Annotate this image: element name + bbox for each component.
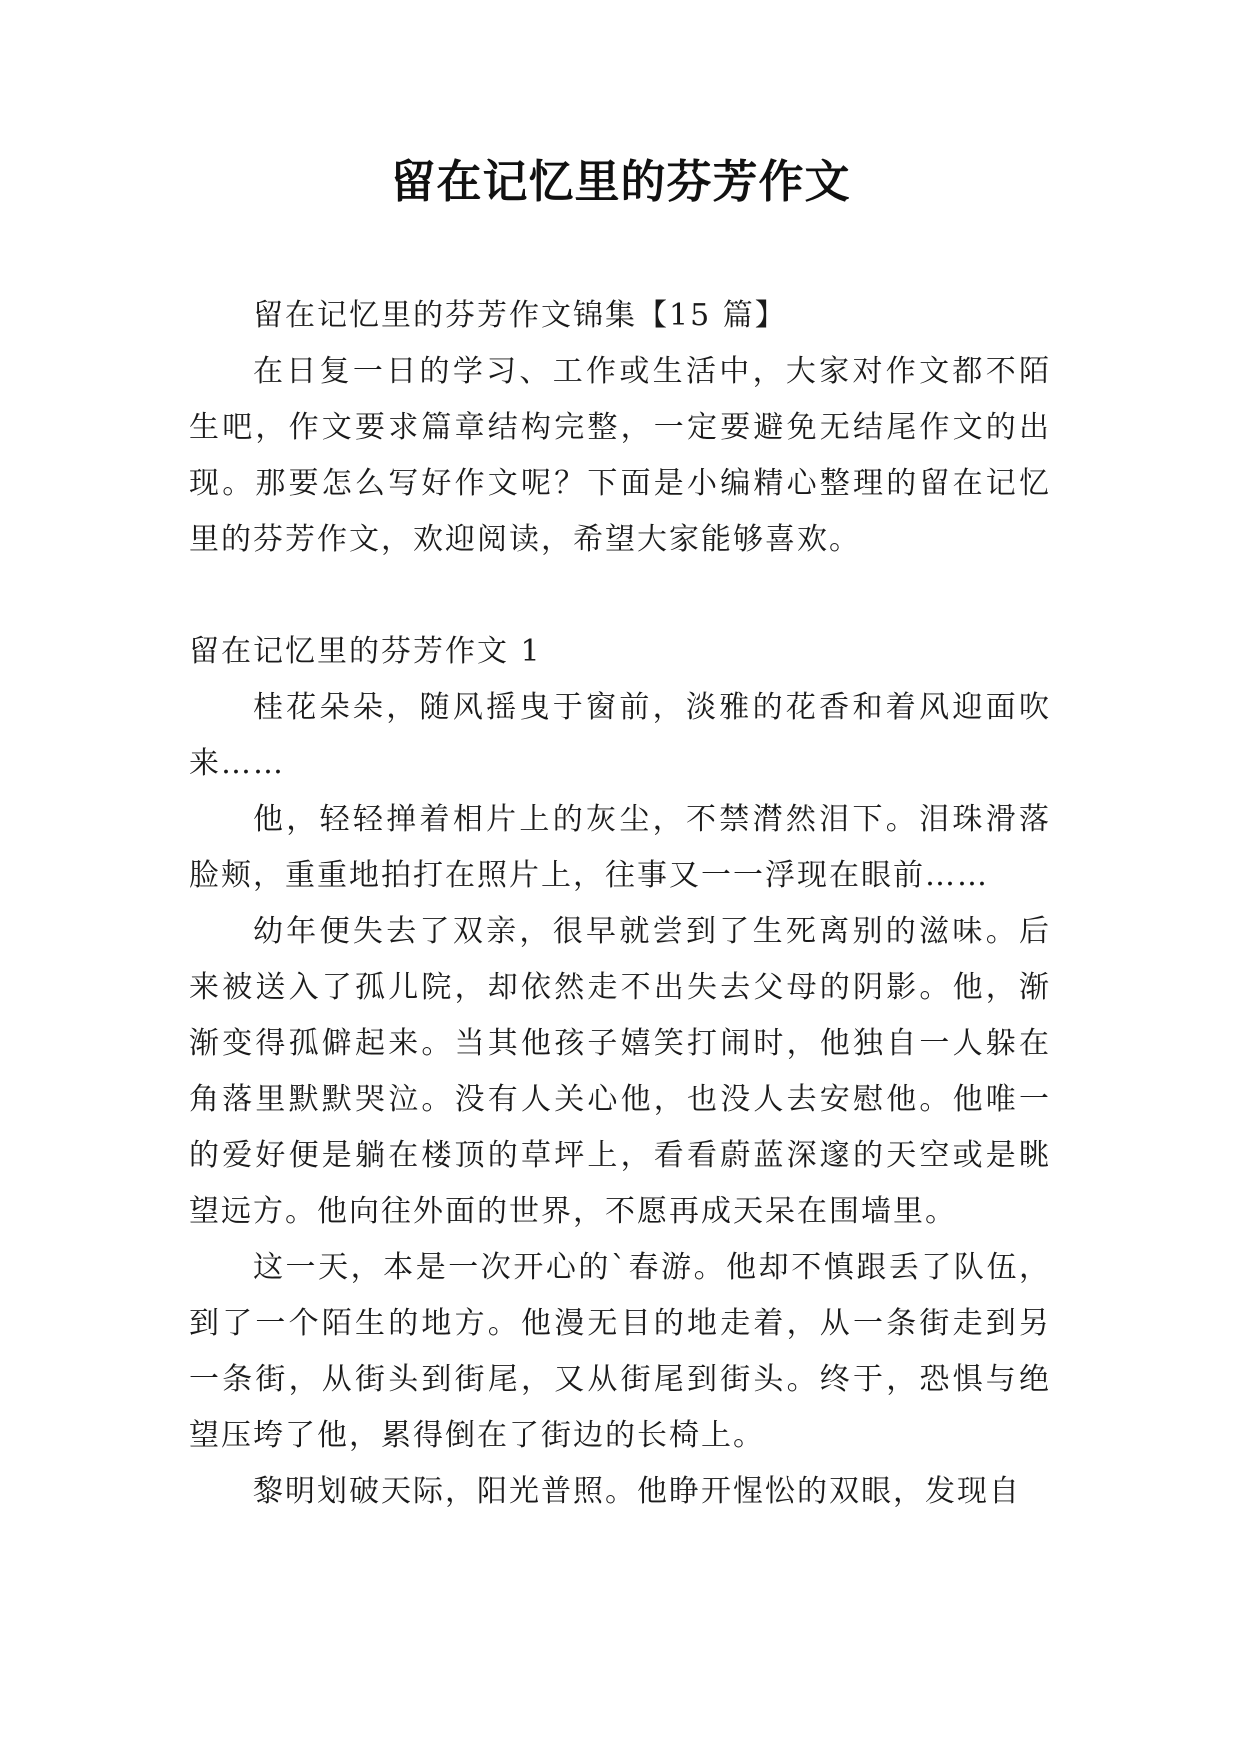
body-paragraph: 桂花朵朵，随风摇曳于窗前，淡雅的花香和着风迎面吹来……: [189, 690, 1051, 781]
document-body: [189, 288, 1051, 1520]
intro-heading: 留在记忆里的芬芳作文锦集【15 篇】: [253, 298, 787, 333]
body-paragraph: 这一天，本是一次开心的`春游。他却不慎跟丢了队伍，到了一个陌生的地方。他漫无目的地走着，从一条街走到另一条街，从街头到街尾，又从街尾到街头。终于，恐惧与绝望压垮了他，累得倒在了街边的长椅上。: [189, 1250, 1051, 1453]
body-paragraph: 他，轻轻掸着相片上的灰尘，不禁潸然泪下。泪珠滑落脸颊，重重地拍打在照片上，往事又一一浮现在眼前……: [189, 802, 1051, 893]
section-heading: 留在记忆里的芬芳作文 1: [189, 634, 542, 669]
document-title: 留在记忆里的芬芳作文: [390, 155, 851, 208]
body-paragraph: 黎明划破天际，阳光普照。他睁开惺忪的双眼，发现自: [253, 1474, 1021, 1509]
intro-paragraph: 在日复一日的学习、工作或生活中，大家对作文都不陌生吧，作文要求篇章结构完整，一定要避免无结尾作文的出现。那要怎么写好作文呢？下面是小编精心整理的留在记忆里的芬芳作文，欢迎阅读，希望大家能够喜欢。: [189, 354, 1051, 557]
body-paragraph: 幼年便失去了双亲，很早就尝到了生死离别的滋味。后来被送入了孤儿院，却依然走不出失去父母的阴影。他，渐渐变得孤僻起来。当其他孩子嬉笑打闹时，他独自一人躲在角落里默默哭泣。没有人关心他，也没人去安慰他。他唯一的爱好便是躺在楼顶的草坪上，看看蔚蓝深邃的天空或是眺望远方。他向往外面的世界，不愿再成天呆在围墙里。: [189, 914, 1051, 1229]
